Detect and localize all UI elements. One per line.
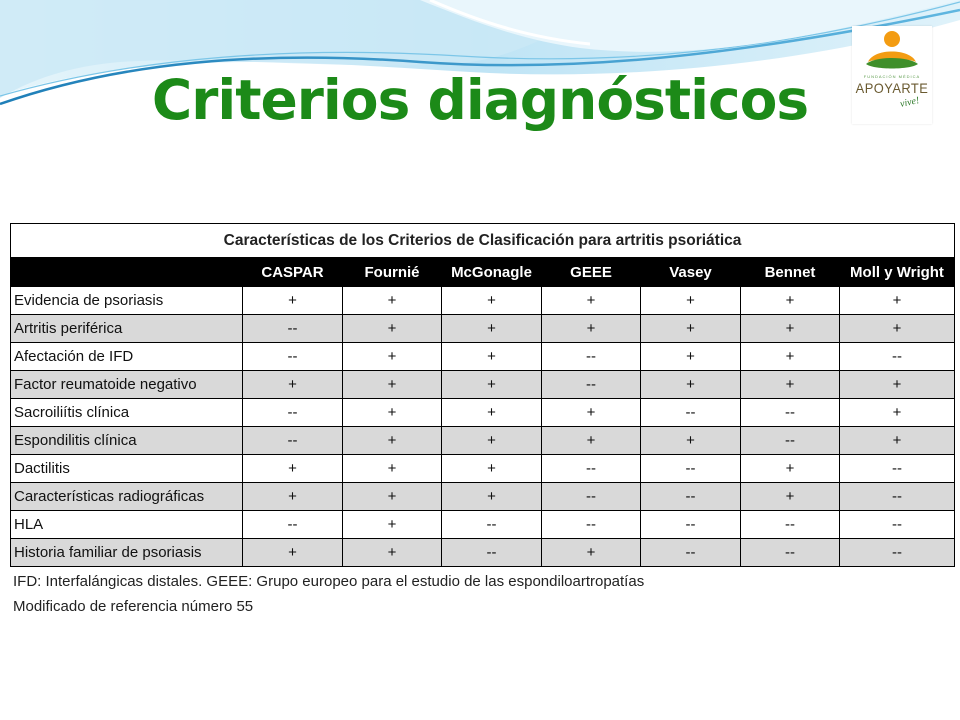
criterion-value-cell: --	[243, 427, 343, 455]
criterion-value-cell: +	[343, 371, 442, 399]
criterion-value-cell: +	[442, 287, 542, 315]
table-row	[11, 539, 955, 567]
criterion-value-cell: +	[442, 343, 542, 371]
table-row	[11, 427, 955, 455]
criterion-value-cell: +	[442, 455, 542, 483]
criterion-value-cell: +	[741, 287, 840, 315]
row-label: Espondilitis clínica	[11, 427, 243, 455]
criterion-value-cell: --	[442, 511, 542, 539]
criterion-value-cell: +	[243, 287, 343, 315]
criterion-value-cell: +	[542, 427, 641, 455]
table-row	[11, 343, 955, 371]
apoyarte-logo	[852, 26, 932, 124]
criterion-value-cell: --	[840, 483, 955, 511]
table-row	[11, 511, 955, 539]
criterion-value-cell: +	[542, 287, 641, 315]
criterion-value-cell: --	[840, 343, 955, 371]
criterion-value-cell: +	[442, 399, 542, 427]
criterion-value-cell: +	[542, 539, 641, 567]
criterion-value-cell: +	[542, 315, 641, 343]
row-label: Características radiográficas	[11, 483, 243, 511]
criterion-value-cell: --	[741, 511, 840, 539]
table-footnotes	[13, 569, 644, 619]
criterion-value-cell: +	[343, 483, 442, 511]
criterion-value-cell: +	[840, 315, 955, 343]
criterion-value-cell: --	[641, 483, 741, 511]
criterion-value-cell: +	[343, 427, 442, 455]
criterion-value-cell: --	[542, 343, 641, 371]
column-header: Fournié	[343, 258, 442, 287]
criterion-value-cell: --	[243, 343, 343, 371]
criterion-value-cell: +	[542, 399, 641, 427]
table-body	[11, 287, 955, 567]
criterion-value-cell: --	[542, 511, 641, 539]
criterion-value-cell: --	[243, 399, 343, 427]
criterion-value-cell: +	[840, 399, 955, 427]
criterion-value-cell: --	[542, 483, 641, 511]
criterion-value-cell: --	[641, 511, 741, 539]
criterion-value-cell: +	[442, 315, 542, 343]
criterion-value-cell: +	[343, 315, 442, 343]
row-label: Historia familiar de psoriasis	[11, 539, 243, 567]
column-header: McGonagle	[442, 258, 542, 287]
table-row	[11, 399, 955, 427]
table-row	[11, 483, 955, 511]
table-row	[11, 371, 955, 399]
footnote-abbreviations: IFD: Interfalángicas distales. GEEE: Grupo europeo para el estudio de las espondiloartropatías	[13, 573, 645, 590]
column-header: Vasey	[641, 258, 741, 287]
table-row	[11, 287, 955, 315]
table-header-row	[11, 258, 955, 287]
row-label: Evidencia de psoriasis	[11, 287, 243, 315]
criteria-table	[10, 223, 955, 567]
logo-tagline: vive!	[899, 95, 921, 110]
criterion-value-cell: --	[741, 399, 840, 427]
criterion-value-cell: --	[741, 539, 840, 567]
criterion-value-cell: --	[243, 511, 343, 539]
row-label: Sacroiliítis clínica	[11, 399, 243, 427]
column-header: Moll y Wright	[840, 258, 955, 287]
criterion-value-cell: --	[840, 511, 955, 539]
criterion-value-cell: +	[343, 455, 442, 483]
criterion-value-cell: --	[243, 315, 343, 343]
criterion-value-cell: +	[343, 539, 442, 567]
table-row	[11, 315, 955, 343]
criterion-value-cell: +	[442, 371, 542, 399]
criterion-value-cell: +	[840, 427, 955, 455]
criterion-value-cell: --	[442, 539, 542, 567]
logo-name: APOYARTE	[855, 80, 929, 96]
criterion-value-cell: +	[741, 455, 840, 483]
criterion-value-cell: +	[343, 343, 442, 371]
criterion-value-cell: --	[542, 455, 641, 483]
criterion-value-cell: --	[641, 455, 741, 483]
row-label: Afectación de IFD	[11, 343, 243, 371]
criterion-value-cell: +	[741, 371, 840, 399]
criterion-value-cell: +	[840, 371, 955, 399]
criterion-value-cell: --	[542, 371, 641, 399]
criterion-value-cell: +	[741, 315, 840, 343]
criterion-value-cell: +	[641, 343, 741, 371]
criterion-value-cell: +	[243, 371, 343, 399]
row-label: Dactilitis	[11, 455, 243, 483]
column-header: GEEE	[542, 258, 641, 287]
criteria-panel	[10, 223, 954, 623]
criterion-value-cell: +	[243, 483, 343, 511]
column-header-criteria	[11, 258, 243, 287]
criterion-value-cell: +	[641, 427, 741, 455]
criterion-value-cell: +	[343, 287, 442, 315]
row-label: Artritis periférica	[11, 315, 243, 343]
slide-title: Criterios diagnósticos	[151, 68, 809, 132]
criterion-value-cell: +	[641, 371, 741, 399]
criterion-value-cell: +	[243, 539, 343, 567]
column-header: CASPAR	[243, 258, 343, 287]
criterion-value-cell: +	[641, 315, 741, 343]
table-row	[11, 455, 955, 483]
criterion-value-cell: --	[641, 539, 741, 567]
criterion-value-cell: +	[840, 287, 955, 315]
criterion-value-cell: +	[343, 399, 442, 427]
criterion-value-cell: +	[343, 511, 442, 539]
row-label: Factor reumatoide negativo	[11, 371, 243, 399]
criterion-value-cell: +	[641, 287, 741, 315]
table-caption: Características de los Criterios de Clasificación para artritis psoriática	[11, 224, 955, 258]
footnote-reference: Modificado de referencia número 55	[13, 598, 254, 615]
criterion-value-cell: +	[243, 455, 343, 483]
criterion-value-cell: +	[741, 483, 840, 511]
criterion-value-cell: --	[741, 427, 840, 455]
criterion-value-cell: --	[840, 539, 955, 567]
criterion-value-cell: --	[840, 455, 955, 483]
logo-subtitle: FUNDACIÓN MÉDICA	[863, 74, 921, 79]
criterion-value-cell: +	[741, 343, 840, 371]
criterion-value-cell: +	[442, 427, 542, 455]
criterion-value-cell: --	[641, 399, 741, 427]
row-label: HLA	[11, 511, 243, 539]
column-header: Bennet	[741, 258, 840, 287]
criterion-value-cell: +	[442, 483, 542, 511]
